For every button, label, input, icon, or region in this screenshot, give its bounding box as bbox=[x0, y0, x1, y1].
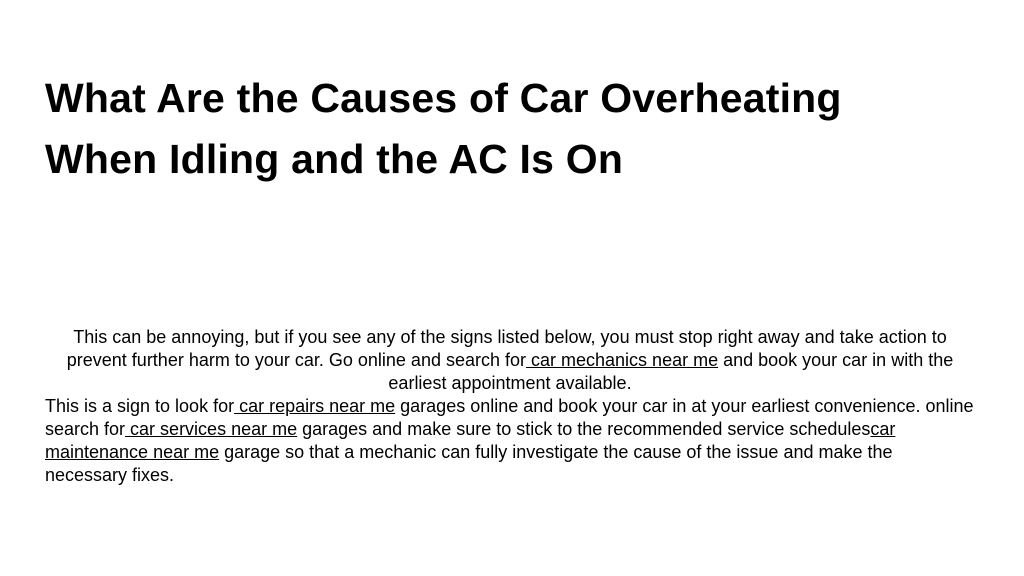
advice-text-1: This is a sign to look for bbox=[45, 396, 235, 416]
advice-text-2: garages online and book your car in at your earliest convenience. online search for bbox=[45, 396, 974, 439]
car-repairs-link[interactable]: car repairs near me bbox=[234, 396, 396, 416]
car-mechanics-link[interactable]: car mechanics near me bbox=[526, 350, 719, 370]
advice-text-4: garage so that a mechanic can fully investigate the cause of the issue and make the necessary fixes. bbox=[45, 442, 893, 485]
car-maintenance-link[interactable]: car maintenance near me bbox=[45, 419, 896, 462]
advice-text-3: garages and make sure to stick to the recommended service schedules bbox=[297, 419, 871, 439]
advice-paragraph bbox=[45, 395, 975, 487]
title-line-1: What Are the Causes of Car Overheating bbox=[45, 75, 842, 121]
intro-text-1: This can be annoying, but if you see any of the signs listed below, you must stop right away and take action to prevent further harm to your car. Go online and search for bbox=[66, 327, 947, 370]
intro-text-2: and book your car in with the earliest appointment available. bbox=[388, 350, 954, 393]
page-title bbox=[45, 68, 985, 190]
intro-paragraph bbox=[45, 326, 975, 395]
body-text bbox=[45, 326, 975, 487]
car-services-link[interactable]: car services near me bbox=[125, 419, 298, 439]
title-line-2: When Idling and the AC Is On bbox=[45, 136, 624, 182]
